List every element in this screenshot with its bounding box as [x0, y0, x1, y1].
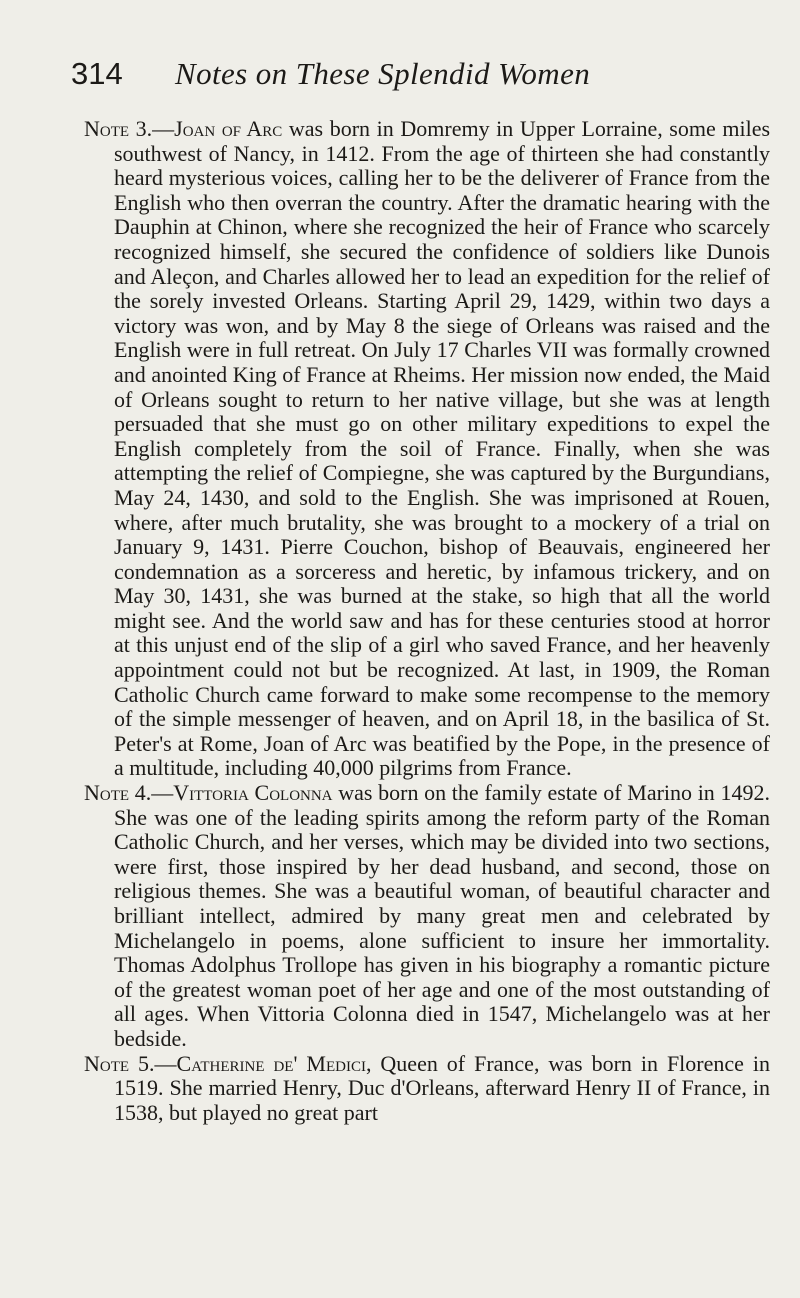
note-label: Note 4. — [84, 780, 152, 806]
running-title: Notes on These Splendid Women — [175, 56, 591, 91]
note-label: Note 3. — [84, 116, 153, 141]
note-4 — [84, 781, 770, 1052]
page-number: 314 — [71, 56, 123, 91]
note-dash: — — [151, 780, 174, 806]
note-text: was born on the family estate of Marino in 1492. She was one of the leading spirits among the reform party of the Roman Catholic Church, and her verses, which may be divided into two sections, were first, those inspired by her dead husband, and second, those on religious themes. She was a beautiful woman, of beautiful character and brilliant intellect, admired by many great men and celebrated by Michelangelo in poems, alone sufficient to insure her immortality. Thomas Adolphus Trollope has given in his biography a romantic picture of the greatest woman poet of her age and one of the most outstanding of all ages. When Vittoria Colonna died in 1547, Michelangelo was at her bedside. — [114, 780, 770, 1051]
page-header — [71, 56, 760, 96]
note-3 — [84, 117, 770, 781]
note-dash: — — [154, 1050, 177, 1076]
note-dash: — — [152, 116, 175, 141]
notes-body — [84, 117, 770, 1125]
note-5 — [84, 1052, 770, 1126]
note-subject: Joan of Arc — [174, 116, 283, 141]
note-text: Queen of France, was born in Florence in 1519. She married Henry, Duc d'Orleans, afterward Henry II of France, in 1538, but played no great part — [114, 1050, 770, 1125]
note-subject: Vittoria Colonna — [173, 780, 333, 806]
note-subject: Catherine de' Medici, — [176, 1050, 372, 1076]
note-label: Note 5. — [84, 1050, 155, 1076]
note-text: was born in Domremy in Upper Lorraine, some miles southwest of Nancy, in 1412. From the age of thirteen she had constantly heard mysterious voices, calling her to be the deliverer of France from the English who then overran the country. After the dramatic hearing with the Dauphin at Chinon, where she recognized the heir of France who scarcely recognized himself, she secured the confidence of soldiers like Dunois and Aleçon, and Charles allowed her to lead an expedition for the relief of the sorely invested Orleans. Starting April 29, 1429, within two days a victory was won, and by May 8 the siege of Orleans was raised and the English were in full retreat. On July 17 Charles VII was formally crowned and anointed King of France at Rheims. Her mission now ended, the Maid of Orleans sought to return to her native village, but she was at length persuaded that she must go on other military expeditions to expel the English completely from the soil of France. Finally, when she was attempting the relief of Compiegne, she was captured by the Burgundians, May 24, 1430, and sold to the English. She was imprisoned at Rouen, where, after much brutality, she was brought to a mockery of a trial on January 9, 1431. Pierre Couchon, bishop of Beauvais, engineered her condemnation as a sorceress and heretic, by infamous trickery, and on May 30, 1431, she was burned at the stake, so high that all the world might see. And the world saw and has for these centuries stood at horror at this unjust end of the slip of a girl who saved France, and her heavenly appointment could not but be recognized. At last, in 1909, the Roman Catholic Church came forward to make some recompense to the memory of the simple messenger of heaven, and on April 18, in the basilica of St. Peter's at Rome, Joan of Arc was beatified by the Pope, in the presence of a multitude, including 40,000 pilgrims from France. — [114, 116, 771, 781]
